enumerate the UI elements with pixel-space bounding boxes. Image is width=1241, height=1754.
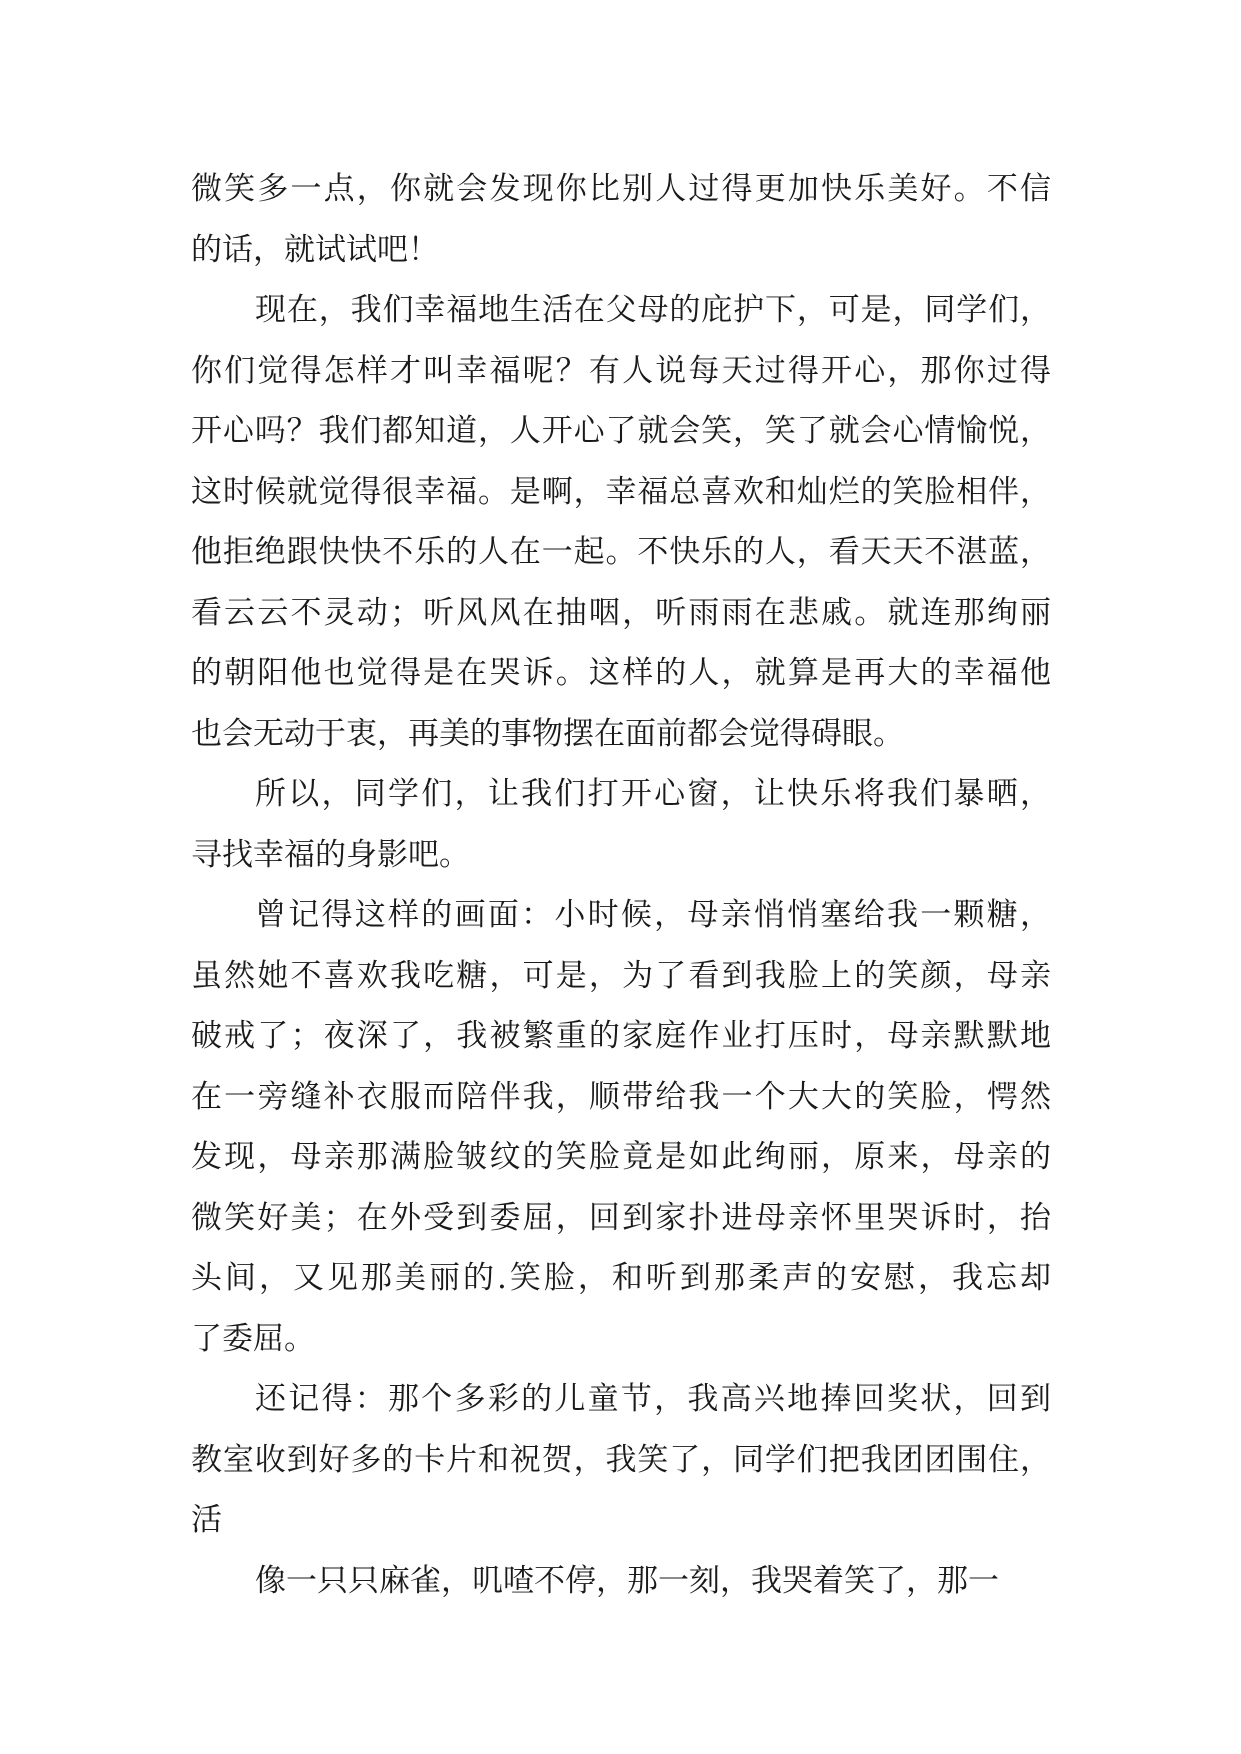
text-line: 现在，我们幸福地生活在父母的庇护下，可是，同学们， bbox=[255, 292, 1051, 328]
text-line: 在一旁缝补衣服而陪伴我，顺带给我一个大大的笑脸，愕然 bbox=[191, 1078, 1051, 1115]
paragraph bbox=[191, 159, 1051, 280]
paragraph bbox=[191, 1551, 1051, 1612]
text-line: 看云云不灵动；听风风在抽咽，听雨雨在悲戚。就连那绚丽 bbox=[191, 594, 1051, 631]
text-line: 头间，又见那美丽的.笑脸，和听到那柔声的安慰，我忘却 bbox=[191, 1260, 1051, 1296]
text-line: 破戒了；夜深了，我被繁重的家庭作业打压时，母亲默默地 bbox=[191, 1018, 1051, 1054]
text-line: 还记得：那个多彩的儿童节，我高兴地捧回奖状，回到 bbox=[255, 1381, 1051, 1417]
text-line: 所以，同学们，让我们打开心窗，让快乐将我们暴晒， bbox=[255, 776, 1051, 812]
text-line: 曾记得这样的画面：小时候，母亲悄悄塞给我一颗糖， bbox=[255, 897, 1051, 933]
paragraph bbox=[191, 764, 1051, 885]
text-line: 他拒绝跟快快不乐的人在一起。不快乐的人，看天天不湛蓝， bbox=[191, 534, 1051, 570]
paragraph bbox=[191, 885, 1051, 1369]
text-line: 活 bbox=[191, 1502, 222, 1538]
text-line: 的话，就试试吧！ bbox=[191, 231, 439, 268]
text-line: 这时候就觉得很幸福。是啊，幸福总喜欢和灿烂的笑脸相伴， bbox=[191, 473, 1051, 510]
paragraph bbox=[191, 1369, 1051, 1551]
text-line: 了委屈。 bbox=[191, 1320, 315, 1357]
text-line: 虽然她不喜欢我吃糖，可是，为了看到我脸上的笑颜，母亲 bbox=[191, 957, 1051, 994]
text-line: 微笑好美；在外受到委屈，回到家扑进母亲怀里哭诉时，抬 bbox=[191, 1199, 1051, 1236]
text-line: 微笑多一点，你就会发现你比别人过得更加快乐美好。不信 bbox=[191, 171, 1051, 207]
text-line: 寻找幸福的身影吧。 bbox=[191, 836, 470, 873]
document-body bbox=[191, 159, 1051, 1611]
text-line: 你们觉得怎样才叫幸福呢？有人说每天过得开心，那你过得 bbox=[191, 352, 1051, 389]
text-line: 的朝阳他也觉得是在哭诉。这样的人，就算是再大的幸福他 bbox=[191, 655, 1051, 691]
text-line: 开心吗？我们都知道，人开心了就会笑，笑了就会心情愉悦， bbox=[191, 413, 1051, 449]
text-line: 像一只只麻雀，叽喳不停，那一刻，我哭着笑了，那一 bbox=[255, 1562, 999, 1599]
paragraph bbox=[191, 280, 1051, 764]
text-line: 发现，母亲那满脸皱纹的笑脸竟是如此绚丽，原来，母亲的 bbox=[191, 1139, 1051, 1175]
text-line: 也会无动于衷，再美的事物摆在面前都会觉得碍眼。 bbox=[191, 715, 904, 752]
text-line: 教室收到好多的卡片和祝贺，我笑了，同学们把我团团围住， bbox=[191, 1441, 1051, 1478]
